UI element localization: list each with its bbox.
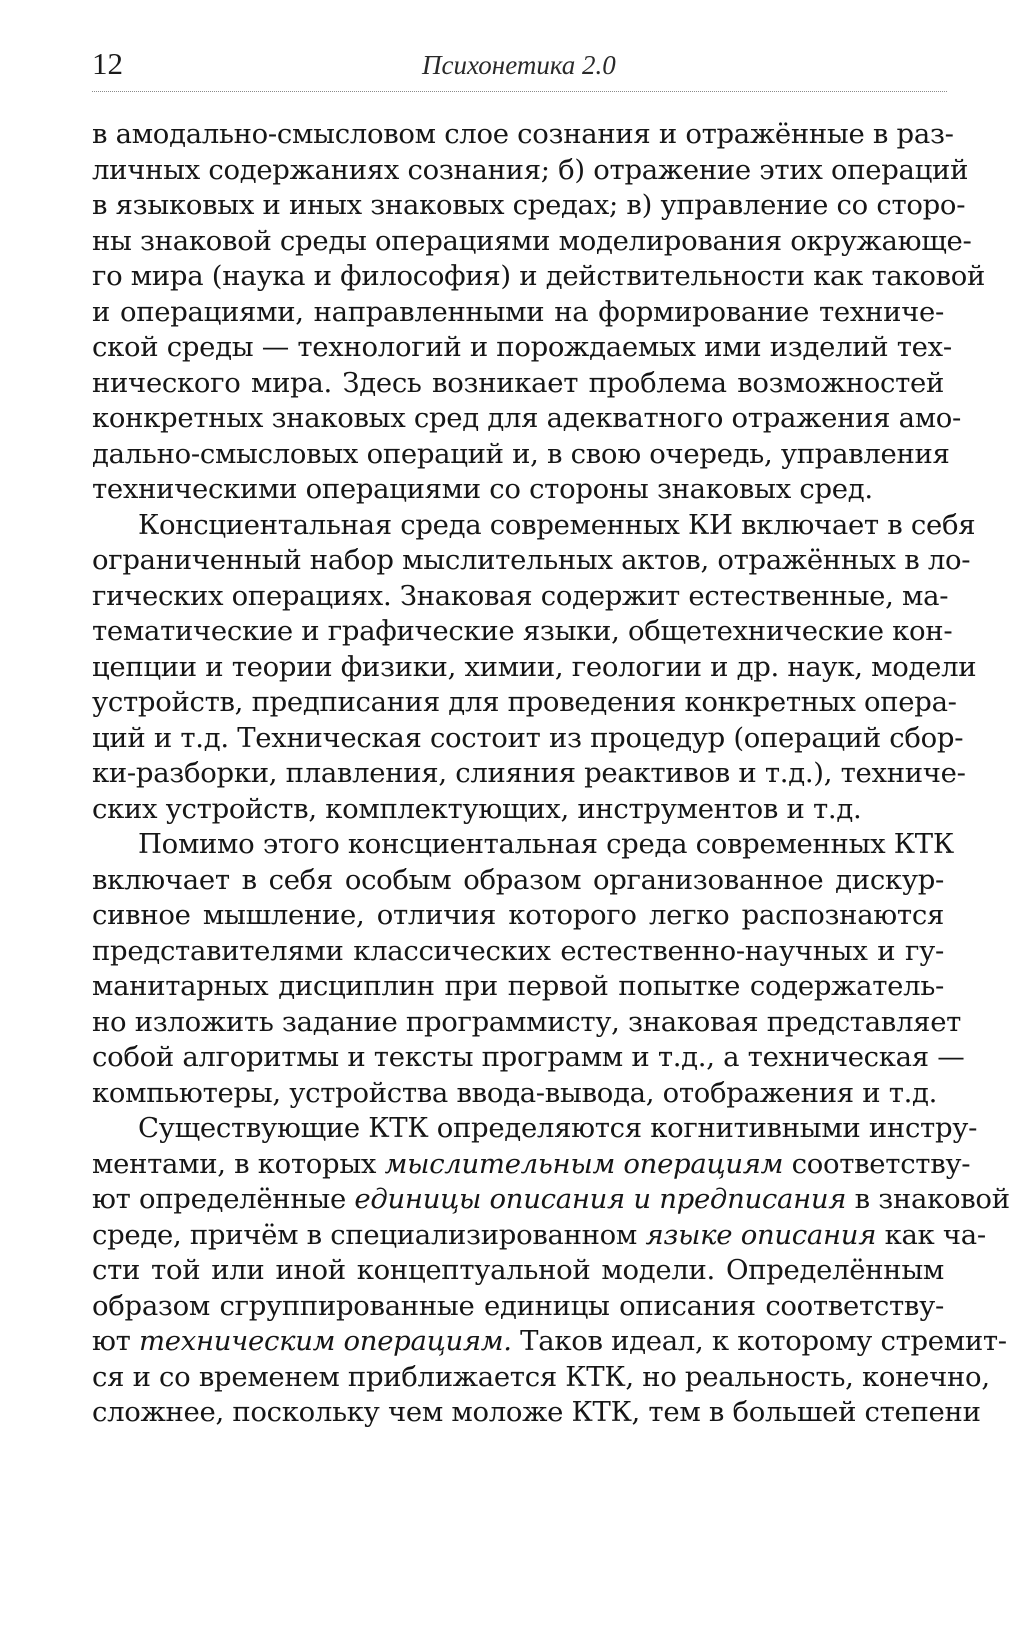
text-line (92, 508, 976, 544)
text-line (92, 827, 954, 863)
text-segment: сложнее, поскольку чем моложе КТК, тем в большей степени (92, 1396, 981, 1428)
paragraph (92, 508, 977, 828)
text-line (92, 792, 952, 828)
text-line (92, 366, 944, 402)
text-line (92, 1395, 981, 1431)
text-segment: включает в себя особым образом организованное дискур- (92, 863, 944, 896)
text-segment: сти той или иной концептуальной модели. Определённым (92, 1254, 944, 1286)
text-segment: устройств, предписания для проведения конкретных опера- (92, 686, 957, 718)
text-line (92, 1040, 965, 1076)
text-line (92, 437, 950, 473)
text-segment: цепции и теории физики, химии, геологии и др. наук, модели (92, 650, 977, 683)
italic-text: языке описания (645, 1218, 877, 1251)
text-segment: ся и со временем приближается КТК, но реальность, конечно, (92, 1360, 990, 1393)
text-segment: собой алгоритмы и тексты программ и т.д., а техническая — (92, 1041, 965, 1073)
text-segment: в амодально-смысловом слое сознания и отражённые в раз- (92, 118, 954, 150)
page-number: 12 (92, 46, 123, 81)
text-line (92, 1218, 986, 1254)
text-segment: Консциентальная среда современных КИ включает в себя (138, 508, 976, 541)
text-line (92, 934, 944, 970)
text-line (92, 721, 964, 757)
text-line (92, 1076, 952, 1112)
text-segment: ограниченный набор мыслительных актов, отражённых в ло- (92, 544, 971, 576)
text-segment: ют определённые (92, 1183, 355, 1215)
text-line (92, 685, 957, 721)
text-segment: образом сгруппированные единицы описания соответству- (92, 1289, 944, 1322)
italic-text: единицы описания и предписания (354, 1183, 847, 1215)
paragraph (92, 827, 965, 1111)
text-segment: тематические и графические языки, общетехнические кон- (92, 615, 953, 647)
text-line (92, 1289, 944, 1325)
text-segment: ны знаковой среды операциями моделирования окружающе- (92, 224, 972, 257)
text-segment: ций и т.д. Техническая состоит из процедур (операций сбор- (92, 721, 964, 754)
text-line (92, 472, 952, 508)
text-segment: манитарных дисциплин при первой попытке содержатель- (92, 970, 944, 1002)
text-segment: Помимо этого консциентальная среда современных КТК (138, 828, 954, 860)
text-segment: представителями классических естественно-научных и гу- (92, 934, 944, 967)
paragraph (92, 1111, 1010, 1431)
page-header (92, 44, 942, 90)
text-segment: сивное мышление, отличия которого легко распознаются (92, 899, 944, 931)
text-segment: Таков идеал, к которому стремит- (511, 1325, 1007, 1357)
text-line (92, 330, 952, 366)
text-segment: Существующие КТК определяются когнитивными инстру- (138, 1112, 978, 1144)
text-segment: гических операциях. Знаковая содержит естественные, ма- (92, 579, 949, 612)
text-segment: как ча- (876, 1218, 986, 1251)
text-line (92, 1324, 1007, 1360)
text-line (92, 969, 944, 1005)
text-segment: но изложить задание программисту, знаковая представляет (92, 1005, 962, 1038)
text-line (92, 188, 966, 224)
text-line (92, 1111, 978, 1147)
italic-text: техническим операциям. (139, 1325, 512, 1357)
text-segment: дально-смысловых операций и, в свою очередь, управления (92, 437, 950, 470)
header-rule (92, 91, 947, 92)
text-segment: ских устройств, комплектующих, инструментов и т.д. (92, 792, 862, 825)
text-line (92, 863, 944, 899)
text-line (92, 259, 986, 295)
italic-text: мыслительным операциям (384, 1147, 784, 1180)
text-line (92, 650, 977, 686)
text-segment: ют (92, 1325, 139, 1357)
text-line (92, 117, 954, 153)
text-segment: ки-разборки, плавления, слияния реактивов и т.д.), техниче- (92, 757, 966, 789)
text-segment: личных содержаниях сознания; б) отражение этих операций (92, 153, 969, 186)
text-segment: среде, причём в специализированном (92, 1218, 646, 1251)
body-text (92, 117, 1010, 1431)
text-segment: соответству- (783, 1147, 971, 1180)
text-line (92, 898, 944, 934)
text-line (92, 401, 962, 437)
text-line (92, 1005, 962, 1041)
text-segment: компьютеры, устройства ввода-вывода, отображения и т.д. (92, 1076, 938, 1109)
running-title: Психонетика 2.0 (422, 50, 616, 80)
text-segment: ской среды — технологий и порождаемых ими изделий тех- (92, 331, 952, 363)
text-line (92, 756, 966, 792)
text-segment: в знаковой (846, 1183, 1010, 1215)
text-segment: техническими операциями со стороны знаковых сред. (92, 473, 873, 505)
text-line (92, 153, 969, 189)
text-segment: го мира (наука и философия) и действительности как таковой (92, 260, 986, 292)
text-segment: ментами, в которых (92, 1147, 385, 1180)
text-line (92, 1360, 990, 1396)
text-line (92, 224, 972, 260)
text-line (92, 1182, 1010, 1218)
text-segment: и операциями, направленными на формирование техниче- (92, 295, 944, 328)
text-line (92, 543, 971, 579)
text-segment: нического мира. Здесь возникает проблема возможностей (92, 366, 944, 399)
text-line (92, 579, 949, 615)
text-line (92, 614, 953, 650)
text-line (92, 1147, 971, 1183)
paragraph (92, 117, 986, 508)
text-line (92, 295, 944, 331)
text-segment: конкретных знаковых сред для адекватного отражения амо- (92, 402, 962, 434)
text-segment: в языковых и иных знаковых средах; в) управление со сторо- (92, 189, 966, 221)
text-line (92, 1253, 944, 1289)
